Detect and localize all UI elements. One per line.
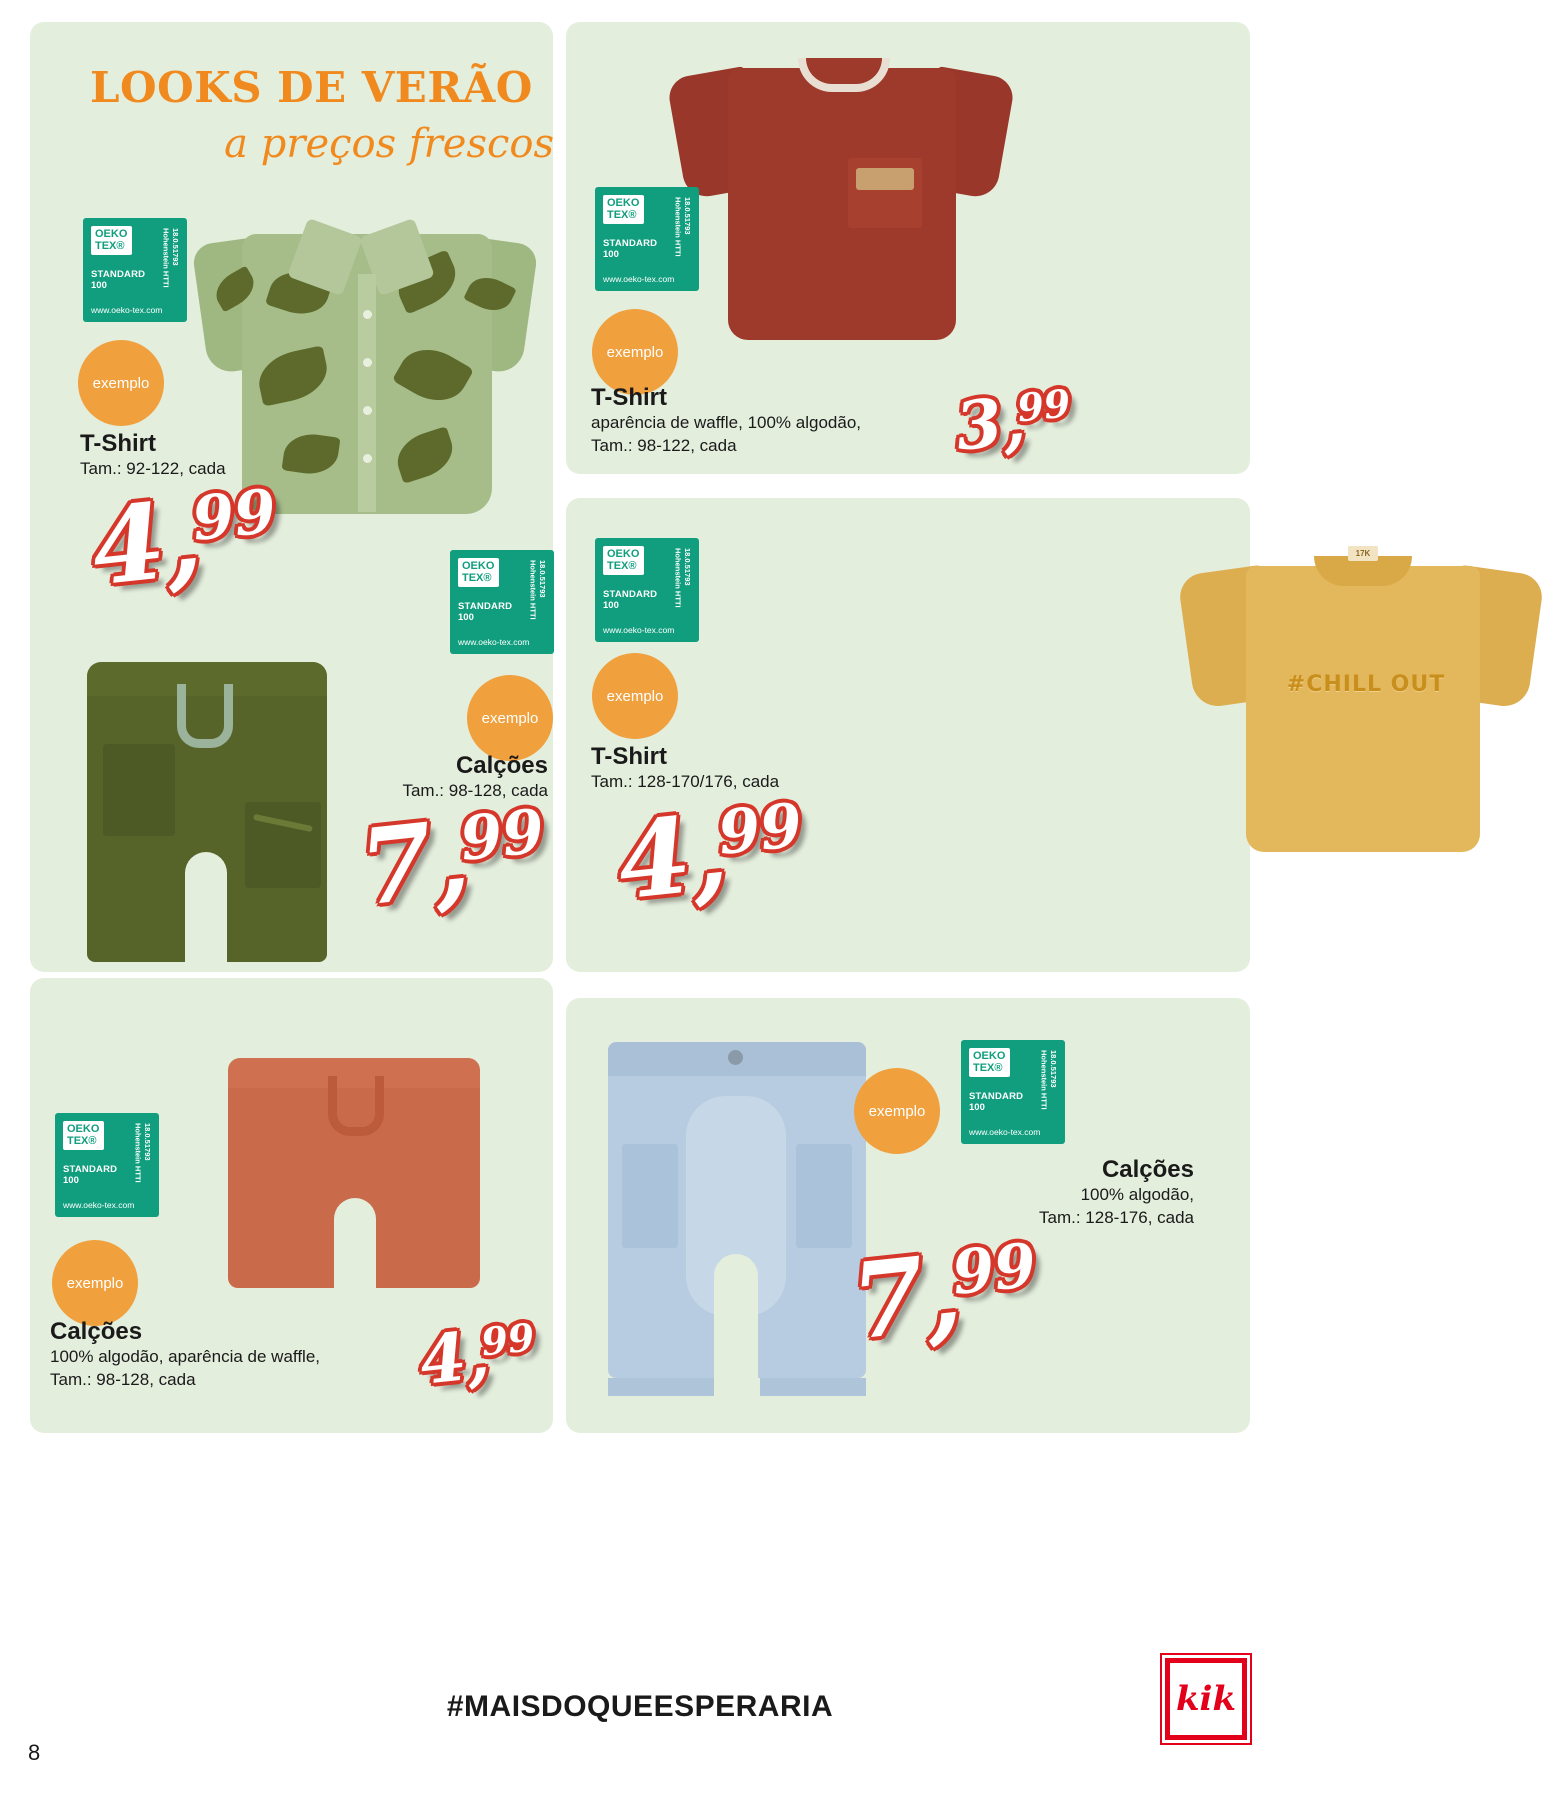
product-image-shorts-olive-cargo: [65, 652, 365, 982]
price-shorts-denim-cargo: 7,99: [846, 1229, 1040, 1364]
panel-summer-looks: [30, 22, 553, 972]
product-title: T-Shirt: [591, 743, 667, 770]
product-desc-line2: Tam.: 98-122, cada: [591, 435, 737, 455]
product-image-tshirt-chillout-yellow: [1186, 540, 1536, 880]
headline-line2: a preços frescos: [224, 121, 554, 167]
shirt-slogan: #CHILL OUT: [1286, 672, 1446, 697]
product-image-tshirt-waffle-red: [676, 40, 1006, 370]
product-title: Calções: [50, 1318, 143, 1345]
product-text-tshirt-waffle-red: [591, 384, 861, 457]
brand-tag: 17K: [1348, 546, 1378, 561]
price-tshirt-waffle-red: 3,99: [952, 380, 1073, 466]
oeko-tex-badge: OEKO TEX® STANDARD 100 18.0.51793 Hohenstein HTTI www.oeko-tex.com: [595, 187, 699, 291]
product-desc-line2: Tam.: 128-176, cada: [1039, 1207, 1194, 1227]
product-desc: Tam.: 92-122, cada: [80, 458, 226, 478]
product-text-shorts-olive-cargo: [270, 752, 548, 803]
kik-logo-text: kik: [1170, 1663, 1242, 1735]
price-shorts-terracotta-waffle: 4,99: [416, 1314, 537, 1400]
footer-hashtag: #MAISDOQUEESPERARIA: [446, 1690, 834, 1723]
product-desc: Tam.: 98-128, cada: [402, 780, 548, 800]
product-title: T-Shirt: [591, 384, 667, 411]
product-desc-line1: aparência de waffle, 100% algodão,: [591, 412, 861, 432]
panel-tshirt-waffle-red: [566, 22, 1250, 474]
oeko-tex-badge: OEKO TEX® STANDARD 100 18.0.51793 Hohenstein HTTI www.oeko-tex.com: [83, 218, 187, 322]
exemplo-bubble: exemplo: [78, 340, 164, 426]
product-text-shirt-patterned: [80, 430, 226, 481]
panel-shorts-denim: [566, 998, 1250, 1433]
kik-logo: [1162, 1655, 1250, 1743]
panel-tshirt-chillout-yellow: [566, 498, 1446, 972]
oeko-tex-badge: OEKO TEX® STANDARD 100 18.0.51793 Hohenstein HTTI www.oeko-tex.com: [55, 1113, 159, 1217]
product-text-shorts-denim-cargo: [896, 1156, 1194, 1229]
oeko-tex-badge: OEKO TEX® STANDARD 100 18.0.51793 Hohenstein HTTI www.oeko-tex.com: [450, 550, 554, 654]
exemplo-bubble: exemplo: [592, 309, 678, 395]
exemplo-bubble: exemplo: [467, 675, 553, 761]
price-shirt-patterned: 4,99: [86, 475, 280, 610]
exemplo-bubble: exemplo: [854, 1068, 940, 1154]
page-number: 8: [28, 1740, 41, 1765]
product-title: T-Shirt: [80, 430, 156, 457]
oeko-tex-badge: OEKO TEX® STANDARD 100 18.0.51793 Hohenstein HTTI www.oeko-tex.com: [595, 538, 699, 642]
product-text-shorts-terracotta-waffle: [50, 1318, 320, 1391]
product-text-tshirt-chillout-yellow: [591, 743, 779, 794]
product-image-shorts-terracotta-waffle: [210, 1038, 510, 1318]
page-headline: [90, 63, 560, 167]
price-shorts-olive-cargo: 7,99: [354, 795, 548, 930]
headline-line1: LOOKS DE VERÃO: [90, 63, 533, 112]
product-title: Calções: [455, 752, 548, 779]
product-desc-line1: 100% algodão, aparência de waffle,: [50, 1346, 320, 1366]
oeko-tex-badge: OEKO TEX® STANDARD 100 18.0.51793 Hohenstein HTTI www.oeko-tex.com: [961, 1040, 1065, 1144]
panel-shorts-terracotta: [30, 978, 553, 1433]
product-title: Calções: [1101, 1156, 1194, 1183]
product-desc-line1: 100% algodão,: [1080, 1184, 1194, 1204]
product-image-shorts-denim-cargo: [578, 1026, 898, 1396]
exemplo-bubble: exemplo: [592, 653, 678, 739]
price-tshirt-chillout-yellow: 4,99: [612, 789, 806, 924]
exemplo-bubble: exemplo: [52, 1240, 138, 1326]
product-desc-line2: Tam.: 98-128, cada: [50, 1369, 196, 1389]
product-desc: Tam.: 128-170/176, cada: [591, 771, 780, 791]
